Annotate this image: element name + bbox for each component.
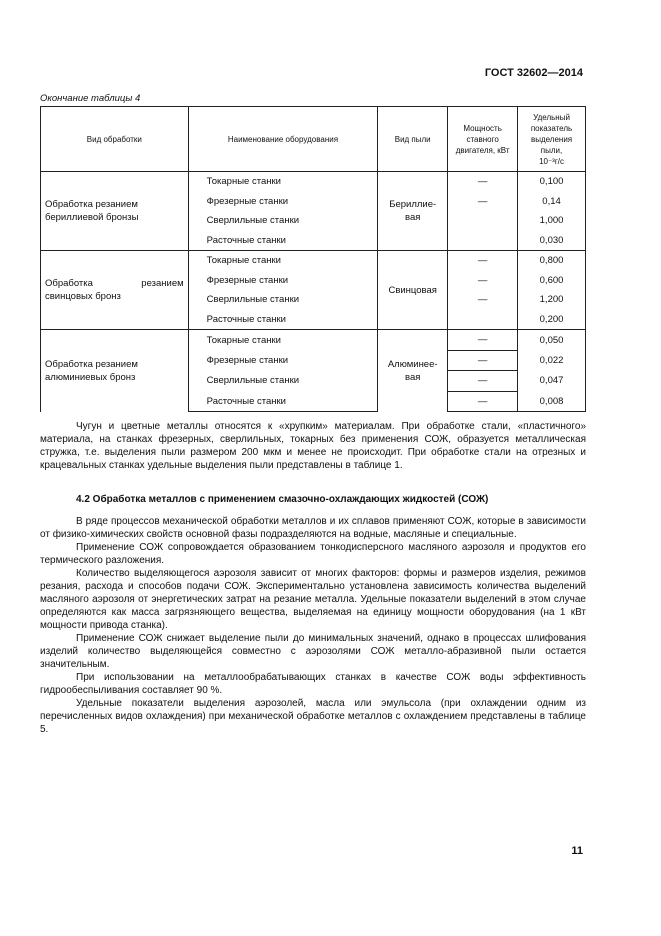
power-cell: — [448,290,518,310]
power-cell [448,231,518,251]
value-cell: 0,800 [518,251,586,271]
power-cell: — [448,271,518,291]
col-rate-header [518,107,586,172]
equipment-cell: Токарные станки [188,330,378,351]
process-line: свинцовых бронз [45,291,121,302]
value-cell: 1,200 [518,290,586,310]
dust-cell: Алюминее-вая [378,330,448,412]
power-cell: — [448,172,518,192]
paragraph: При использовании на металлообрабатывающих станках в качестве СОЖ воды эффективность гидрообеспыливания составляет 90 %. [40,672,586,696]
value-cell: 0,022 [518,350,586,371]
dust-cell: Бериллие-вая [378,172,448,251]
paragraph: Количество выделяющегося аэрозоля зависит от многих факторов: формы и размеров изделия, режимов резания, расхода и способов подачи СОЖ. Экспериментально установлена зависимость количества выделений масляного аэрозоля от энергетических затрат на резание металла. Удельные показатели выделений в этом случае определяются как масса загрязняющего вещества, выделяемая на единицу мощности оборудования (на 1 кВт мощности привода станка). [40,568,586,631]
equipment-cell: Фрезерные станки [188,192,378,212]
equipment-cell: Токарные станки [188,251,378,271]
equipment-cell: Сверлильные станки [188,211,378,231]
value-cell: 0,047 [518,371,586,392]
paragraph: В ряде процессов механической обработки металлов и их сплавов применяют СОЖ, которые в зависимости от физико-химических свойств основной фазы подразделяются на водные, масляные и специальные. [40,516,586,540]
paragraph: Удельные показатели выделения аэрозолей, масла или эмульсола (при охлаждении одним из перечисленных видов охлаждения) при механической обработке металлов с охлаждением представлены в таблице 5. [40,698,586,735]
equipment-cell: Расточные станки [188,391,378,412]
table-header-row [41,107,586,172]
value-cell: 0,200 [518,310,586,330]
equipment-cell: Расточные станки [188,231,378,251]
equipment-cell: Сверлильные станки [188,371,378,392]
power-cell: — [448,391,518,412]
table-4 [40,106,586,412]
equipment-cell: Фрезерные станки [188,350,378,371]
value-cell: 1,000 [518,211,586,231]
value-cell: 0,600 [518,271,586,291]
table-row [41,330,586,351]
equipment-cell: Фрезерные станки [188,271,378,291]
col-power-header: Мощность ставного двигателя, кВт [448,107,518,172]
equipment-cell: Сверлильные станки [188,290,378,310]
table-row [41,172,586,192]
paragraph: Применение СОЖ сопровождается образованием тонкодисперсного масляного аэрозоля и продуктов его термического разложения. [40,542,586,566]
power-cell: — [448,371,518,392]
value-cell: 0,14 [518,192,586,212]
process-cell [41,251,189,330]
col-dust-header: Вид пыли [378,107,448,172]
paragraph: Применение СОЖ снижает выделение пыли до минимальных значений, однако в процессах шлифования изделий количество выделяющейся совместно с аэрозолями СОЖ металло-абразивной пыли остается значительным. [40,633,586,670]
col-equipment-header: Наименование оборудования [188,107,378,172]
equipment-cell: Расточные станки [188,310,378,330]
body-block-2 [40,515,586,736]
col-rate-label: Удельный показатель выделения пыли, [530,112,573,155]
value-cell: 0,008 [518,391,586,412]
power-cell [448,211,518,231]
process-cell: Обработка резанием алюминиевых бронз [41,330,189,412]
power-cell [448,310,518,330]
table-caption: Окончание таблицы 4 [40,93,141,104]
section-heading: 4.2 Обработка металлов с применением смазочно-охлаждающих жидкостей (СОЖ) [76,494,489,505]
value-cell: 0,100 [518,172,586,192]
standard-header: ГОСТ 32602—2014 [484,67,583,79]
process-cell: Обработка резанием бериллиевой бронзы [41,172,189,251]
table-row [41,251,586,271]
value-cell: 0,030 [518,231,586,251]
power-cell: — [448,350,518,371]
body-block-1 [40,420,586,472]
equipment-cell: Токарные станки [188,172,378,192]
process-line: Обработка резанием [45,278,184,289]
page-number: 11 [571,845,583,857]
power-cell: — [448,251,518,271]
col-process-header: Вид обработки [41,107,189,172]
col-rate-unit: 10⁻³г/с [539,156,564,166]
paragraph: Чугун и цветные металлы относятся к «хрупким» материалам. При обработке стали, «пластичного» материала, на станках фрезерных, сверлильных, токарных без применения СОЖ, образуется металлическая стружка, т.е. выделения пыли размером 200 мкм и менее не происходит. При обработке стали на отрезных и крацевальных станках удельные выделения пыли представлены в таблице 1. [40,421,586,471]
power-cell: — [448,192,518,212]
dust-cell: Свинцовая [378,251,448,330]
value-cell: 0,050 [518,330,586,351]
power-cell: — [448,330,518,351]
